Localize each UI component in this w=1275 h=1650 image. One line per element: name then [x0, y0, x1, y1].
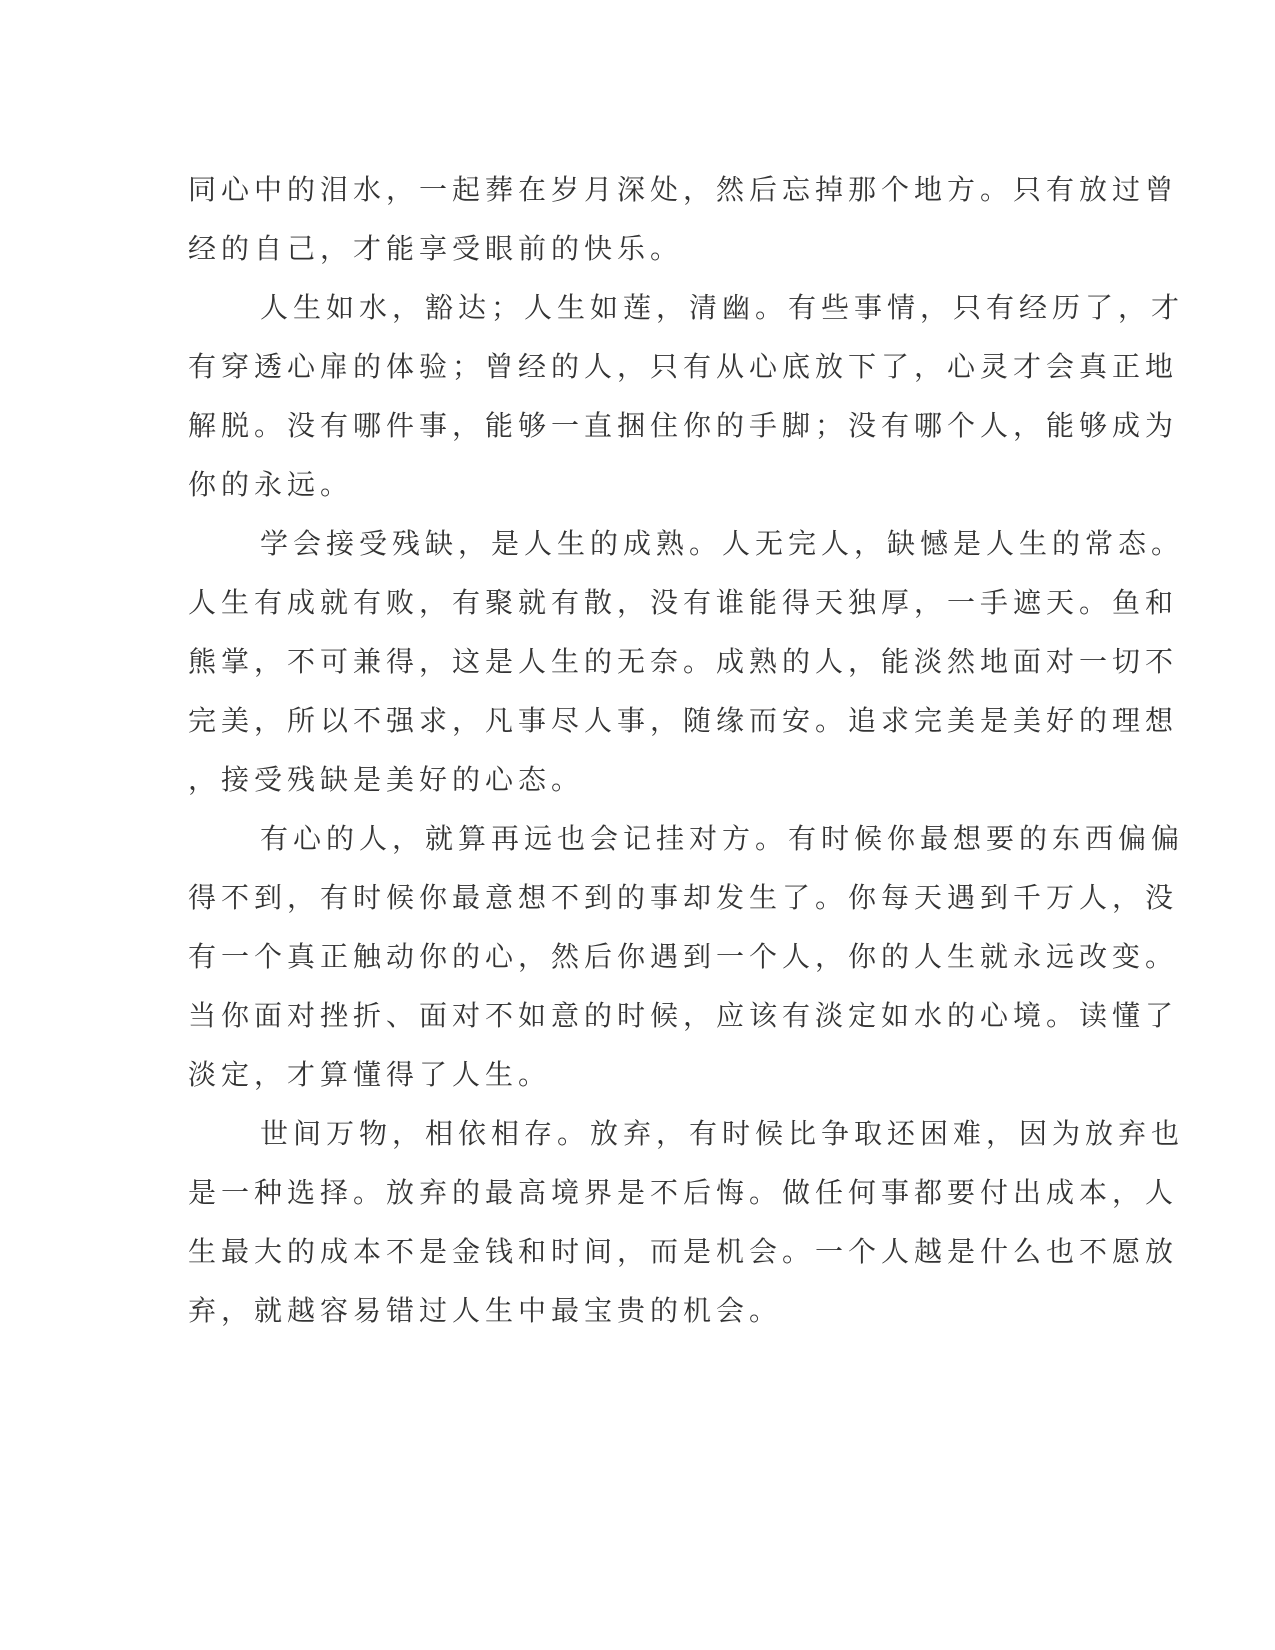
paragraph-line: 得不到，有时候你最意想不到的事却发生了。你每天遇到千万人，没 — [188, 881, 1179, 914]
paragraph-line: 淡定，才算懂得了人生。 — [188, 1058, 552, 1091]
paragraph-4 — [188, 809, 1185, 1104]
paragraph-line: 有一个真正触动你的心，然后你遇到一个人，你的人生就永远改变。 — [188, 940, 1179, 973]
paragraph-1 — [188, 160, 1179, 278]
paragraph-line: 有心的人，就算再远也会记挂对方。有时候你最想要的东西偏偏 — [260, 822, 1185, 855]
paragraph-line: 有穿透心扉的体验；曾经的人，只有从心底放下了，心灵才会真正地 — [188, 350, 1179, 383]
paragraph-line: 学会接受残缺，是人生的成熟。人无完人，缺憾是人生的常态。 — [260, 527, 1185, 560]
paragraph-line: 是一种选择。放弃的最高境界是不后悔。做任何事都要付出成本，人 — [188, 1176, 1179, 1209]
paragraph-line: 当你面对挫折、面对不如意的时候，应该有淡定如水的心境。读懂了 — [188, 999, 1179, 1032]
paragraph-line: 同心中的泪水，一起葬在岁月深处，然后忘掉那个地方。只有放过曾 — [188, 173, 1179, 206]
paragraph-line: 弃，就越容易错过人生中最宝贵的机会。 — [188, 1294, 783, 1327]
paragraph-line: 世间万物，相依相存。放弃，有时候比争取还困难，因为放弃也 — [260, 1117, 1185, 1150]
paragraph-line: 生最大的成本不是金钱和时间，而是机会。一个人越是什么也不愿放 — [188, 1235, 1179, 1268]
paragraph-line: 解脱。没有哪件事，能够一直捆住你的手脚；没有哪个人，能够成为 — [188, 409, 1179, 442]
paragraph-3 — [188, 514, 1185, 809]
document-body — [188, 160, 1185, 1340]
paragraph-line: 人生有成就有败，有聚就有散，没有谁能得天独厚，一手遮天。鱼和 — [188, 586, 1179, 619]
paragraph-line: 人生如水，豁达；人生如莲，清幽。有些事情，只有经历了，才 — [260, 291, 1185, 324]
paragraph-line: ，接受残缺是美好的心态。 — [188, 763, 585, 796]
paragraph-5 — [188, 1104, 1185, 1340]
paragraph-line: 熊掌，不可兼得，这是人生的无奈。成熟的人，能淡然地面对一切不 — [188, 645, 1179, 678]
paragraph-line: 你的永远。 — [188, 468, 354, 501]
paragraph-line: 经的自己，才能享受眼前的快乐。 — [188, 232, 684, 265]
paragraph-2 — [188, 278, 1185, 514]
paragraph-line: 完美，所以不强求，凡事尽人事，随缘而安。追求完美是美好的理想 — [188, 704, 1179, 737]
